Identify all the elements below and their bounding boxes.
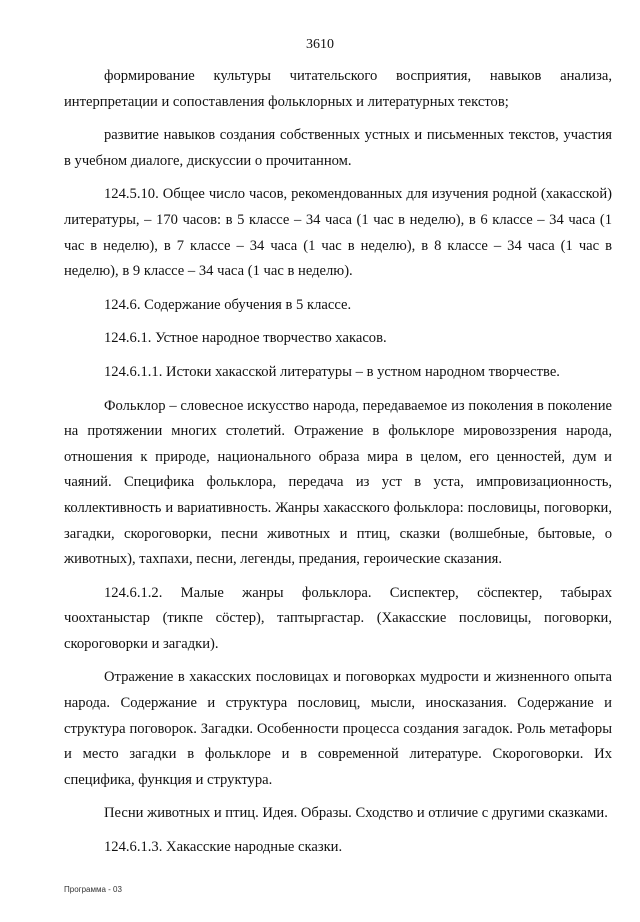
paragraph: развитие навыков создания собственных устных и письменных текстов, участия в учебном диалоге, дискуссии о прочитанном. xyxy=(64,127,612,169)
section-heading: 124.6.1.3. Хакасские народные сказки. xyxy=(104,839,343,856)
paragraph: Отражение в хакасских пословицах и поговорках мудрости и жизненного опыта народа. Содержание и структура пословиц, мысли, иносказания. Содержание и структура поговорок. Загадки. Особенности процесса создания загадок. Роль метафоры и место загадки в фольклоре и в современной литературе. Скороговорки. Их специфика, функция и структура. xyxy=(64,669,612,788)
page-number: 3610 xyxy=(306,37,334,52)
document-body xyxy=(64,64,612,869)
paragraph: формирование культуры читательского восприятия, навыков анализа, интерпретации и сопоставления фольклорных и литературных текстов; xyxy=(64,68,612,110)
section-heading: 124.6.1. Устное народное творчество хакасов. xyxy=(104,330,387,347)
section-heading: 124.6. Содержание обучения в 5 классе. xyxy=(104,296,352,313)
footer-label: Программа - 03 xyxy=(64,885,122,894)
section-heading: 124.6.1.1. Истоки хакасской литературы – в устном народном творчестве. xyxy=(104,363,560,380)
paragraph: 124.6.1.2. Малые жанры фольклора. Сиспектер, сӧспектер, табырах чоохтаныстар (тикпе сӧстер), таптыргастар. (Хакасские пословицы, поговорки, скороговорки и загадки). xyxy=(64,584,612,652)
paragraph: 124.5.10. Общее число часов, рекомендованных для изучения родной (хакасской) литературы, – 170 часов: в 5 классе – 34 часа (1 час в неделю), в 6 классе – 34 часа (1 час в неделю), в 7 классе – 34 часа (1 час в неделю), в 8 классе – 34 часа (1 час в неделю), в 9 классе – 34 часа (1 час в неделю). xyxy=(64,186,612,280)
paragraph: Песни животных и птиц. Идея. Образы. Сходство и отличие с другими сказками. xyxy=(104,805,608,822)
paragraph: Фольклор – словесное искусство народа, передаваемое из поколения в поколение на протяжении многих столетий. Отражение в фольклоре мировоззрения народа, отношения к природе, национального образа мира в целом, его ценностей, дум и чаяний. Специфика фольклора, передача из уст в уста, импровизационность, коллективность и вариативность. Жанры хакасского фольклора: пословицы, поговорки, загадки, скороговорки, песни животных и птиц, сказки (волшебные, бытовые, о животных), тахпахи, песни, легенды, предания, героические сказания. xyxy=(64,397,612,568)
